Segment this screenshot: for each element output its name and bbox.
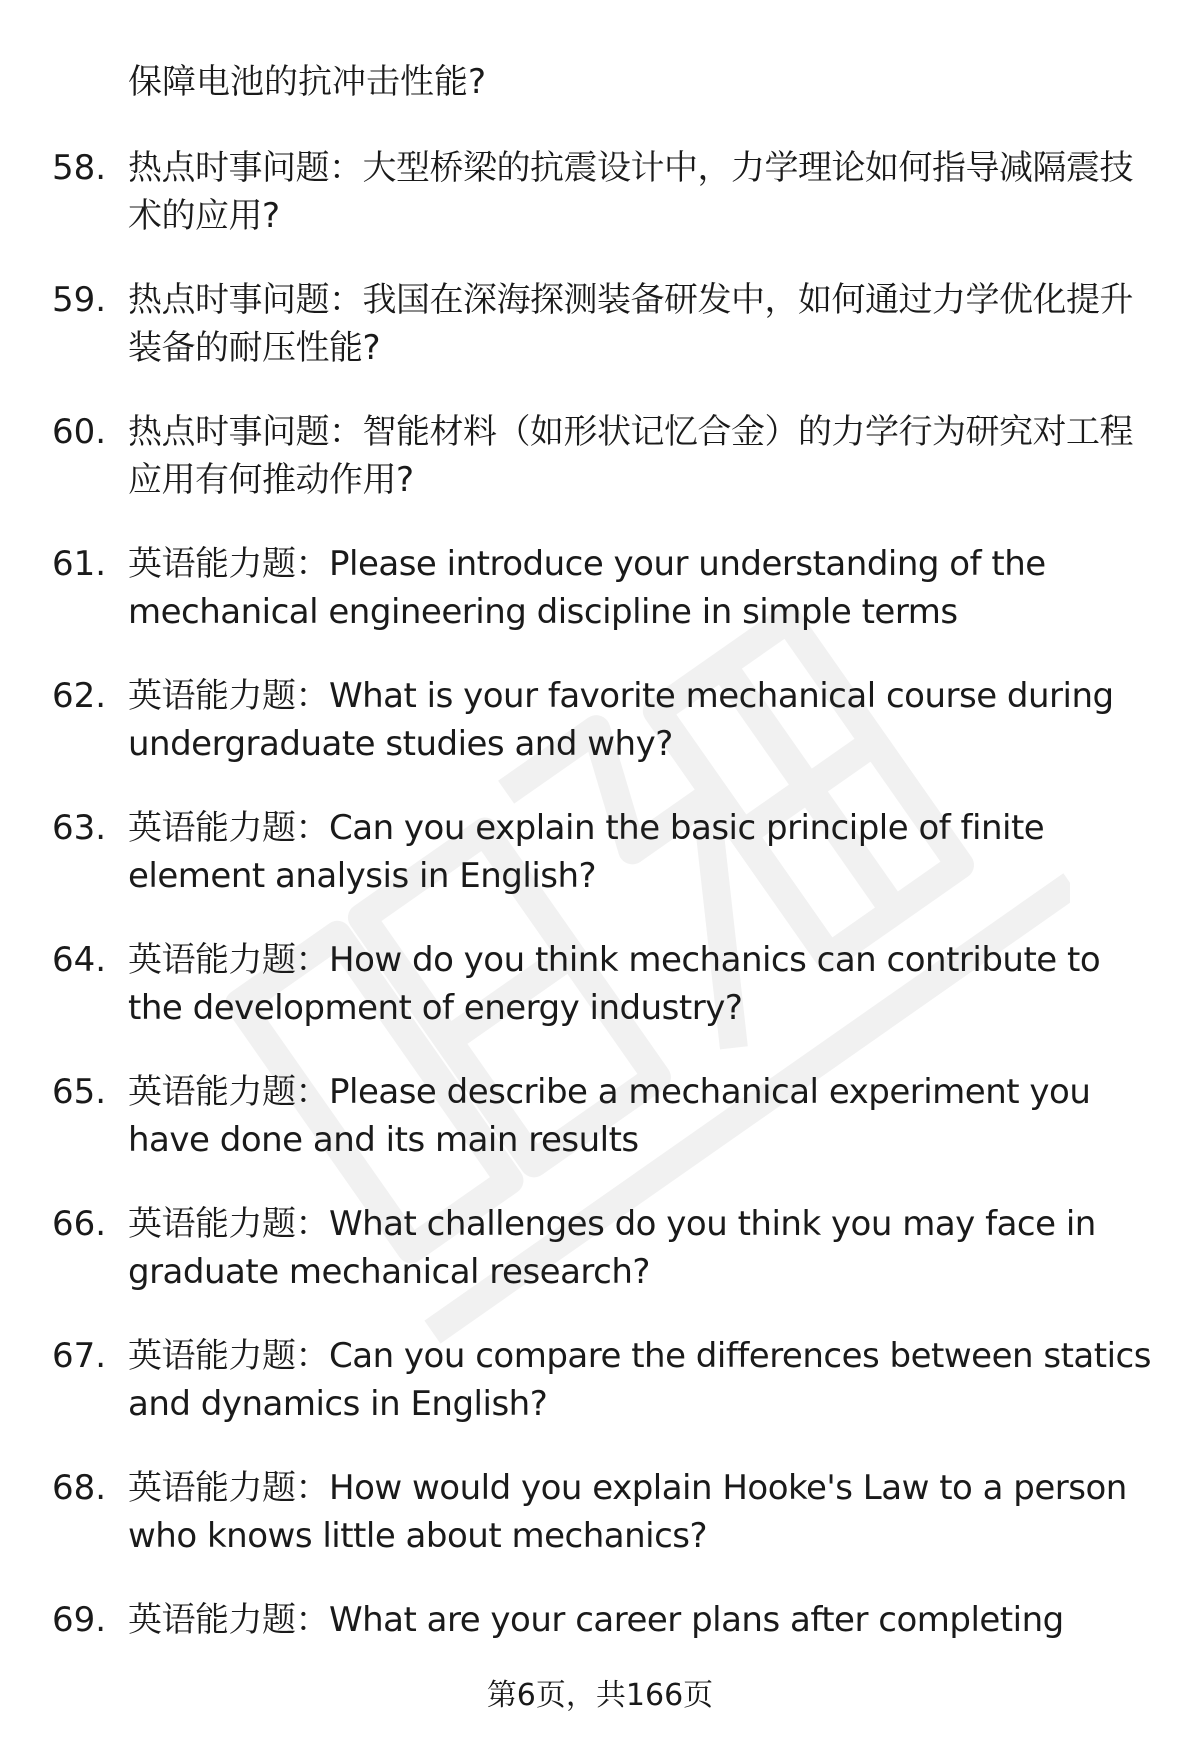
- question-text: 英语能力题：What challenges do you think you may face in graduate mechanical research?: [128, 1204, 1096, 1292]
- question-number: 59.: [52, 280, 107, 320]
- question-text: 英语能力题：Can you explain the basic principle of finite element analysis in English?: [128, 808, 1045, 896]
- question-item: [0, 1456, 1200, 1588]
- question-item: [0, 796, 1200, 928]
- question-number: 58.: [52, 148, 107, 188]
- question-text: 英语能力题：Please introduce your understanding of the mechanical engineering discipline in simple terms: [128, 544, 1046, 632]
- continuation-text: 保障电池的抗冲击性能?: [128, 62, 487, 102]
- question-number: 64.: [52, 940, 107, 980]
- question-item: [0, 1192, 1200, 1324]
- page-number: 第6页，共166页: [486, 1678, 714, 1713]
- question-text: 英语能力题：How would you explain Hooke's Law to a person who knows little about mechanics?: [128, 1468, 1127, 1556]
- question-item: [0, 136, 1200, 268]
- question-text: 英语能力题：How do you think mechanics can contribute to the development of energy industry?: [128, 940, 1101, 1028]
- question-number: 67.: [52, 1336, 107, 1376]
- question-item: [0, 268, 1200, 400]
- question-text: 英语能力题：What are your career plans after completing: [128, 1600, 1064, 1640]
- question-text: 英语能力题：Can you compare the differences between statics and dynamics in English?: [128, 1336, 1151, 1424]
- question-number: 60.: [52, 412, 107, 452]
- question-number: 61.: [52, 544, 107, 584]
- question-text: 热点时事问题：大型桥梁的抗震设计中，力学理论如何指导减隔震技术的应用?: [128, 148, 1133, 236]
- question-number: 68.: [52, 1468, 107, 1508]
- question-item: [0, 400, 1200, 532]
- question-item: [0, 928, 1200, 1060]
- question-item: [0, 664, 1200, 796]
- question-list: [0, 136, 1200, 1720]
- question-text: 热点时事问题：智能材料（如形状记忆合金）的力学行为研究对工程应用有何推动作用?: [128, 412, 1133, 500]
- question-number: 63.: [52, 808, 107, 848]
- question-number: 65.: [52, 1072, 107, 1112]
- question-item: [0, 1060, 1200, 1192]
- question-number: 62.: [52, 676, 107, 716]
- question-text: 英语能力题：What is your favorite mechanical course during undergraduate studies and why?: [128, 676, 1114, 764]
- question-number: 69.: [52, 1600, 107, 1640]
- question-number: 66.: [52, 1204, 107, 1244]
- question-text: 英语能力题：Please describe a mechanical experiment you have done and its main results: [128, 1072, 1091, 1160]
- question-text: 热点时事问题：我国在深海探测装备研发中，如何通过力学优化提升装备的耐压性能?: [128, 280, 1133, 368]
- question-item: [0, 532, 1200, 664]
- question-item: [0, 1324, 1200, 1456]
